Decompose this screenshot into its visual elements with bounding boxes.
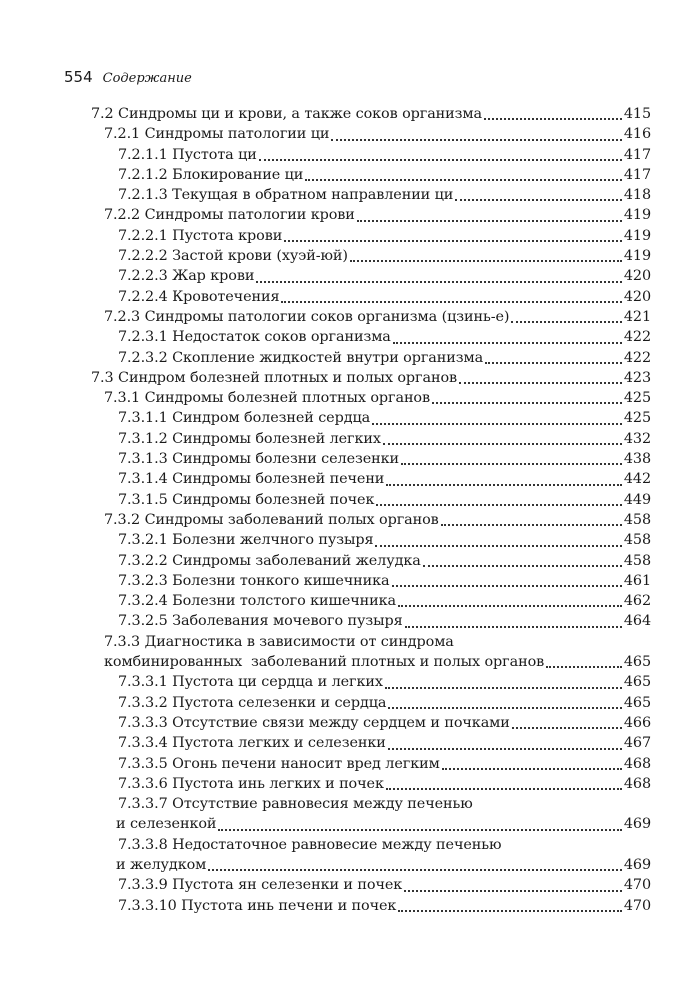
toc-entry-page: 470: [623, 897, 651, 914]
dot-leader: [401, 457, 622, 465]
toc-entry: [0, 287, 683, 307]
dot-leader: [372, 417, 622, 425]
toc-entry-title: 7.2.3 Синдромы патологии соков организма (цзинь-е): [104, 308, 510, 325]
toc-entry-page: 469: [623, 816, 651, 833]
toc-entry: [0, 246, 683, 266]
dot-leader: [511, 315, 621, 323]
dot-leader: [376, 498, 621, 506]
toc-entry-title: 7.2.2 Синдромы патологии крови: [104, 207, 355, 224]
toc-entry-title: 7.3.3.7 Отсутствие равновесия между печенью: [118, 796, 473, 813]
dot-leader: [388, 742, 622, 750]
dot-leader: [331, 133, 621, 141]
dot-leader: [383, 437, 622, 445]
dot-leader: [386, 782, 622, 790]
toc-entry-page: 466: [623, 714, 651, 731]
toc-entry: [0, 348, 683, 368]
running-head: [64, 68, 192, 86]
toc-entry-page: 425: [623, 390, 651, 407]
toc-entry: [0, 145, 683, 165]
dot-leader: [392, 579, 622, 587]
dot-leader: [393, 336, 622, 344]
toc-entry-page: 458: [623, 532, 651, 549]
toc-entry-title-continued: и желудком: [116, 856, 207, 873]
dot-leader: [398, 904, 622, 912]
toc-entry: [0, 327, 683, 347]
toc-entry: [0, 104, 683, 124]
toc-entry-page: 469: [623, 856, 651, 873]
toc-entry: [0, 896, 683, 916]
toc-entry: [0, 266, 683, 286]
toc-entry-page: 458: [623, 511, 651, 528]
dot-leader: [546, 660, 622, 668]
toc-entry-page: 465: [623, 654, 651, 671]
toc-entry: [0, 875, 683, 895]
toc-entry-title: 7.2 Синдромы ци и крови, а также соков организма: [91, 106, 482, 122]
toc-entry-page: 419: [623, 248, 651, 265]
toc-entry: [0, 469, 683, 489]
toc-entry-page: 415: [623, 106, 651, 122]
toc-entry-page: 438: [623, 451, 651, 468]
toc-entry-title: 7.3.3.10 Пустота инь печени и почек: [118, 897, 397, 914]
toc-entry: [0, 226, 683, 246]
toc-entry: [0, 632, 683, 673]
toc-entry-page: 467: [623, 735, 651, 752]
page-number: 554: [64, 68, 93, 86]
dot-leader: [350, 254, 622, 262]
toc-entry-page: 417: [623, 166, 651, 183]
toc-entry-title: 7.2.3.1 Недостаток соков организма: [118, 329, 391, 346]
dot-leader: [404, 884, 622, 892]
section-title: Содержание: [102, 71, 192, 86]
toc-entry-title: 7.3.3.8 Недостаточное равновесие между печенью: [118, 836, 502, 853]
toc-entry-page: 420: [623, 288, 651, 305]
toc-entry-title: 7.3.3.1 Пустота ци сердца и легких: [118, 674, 383, 691]
toc-entry-title: 7.3.2.2 Синдромы заболеваний желудка: [118, 552, 421, 569]
toc-entry-title: 7.3.3.5 Огонь печени наносит вред легким: [118, 755, 440, 772]
toc-entry-title: 7.2.1.2 Блокирование ци: [118, 166, 304, 183]
toc-entry-title: 7.2.2.2 Застой крови (хуэй-юй): [118, 248, 348, 265]
toc-entry-page: 462: [623, 593, 651, 610]
toc-entry: [0, 530, 683, 550]
dot-leader: [388, 701, 621, 709]
toc-entry: [0, 165, 683, 185]
toc-entry-title: 7.3.2.5 Заболевания мочевого пузыря: [118, 613, 403, 630]
toc-entry-title: 7.3.2.4 Болезни толстого кишечника: [118, 593, 397, 610]
toc-entry: [0, 124, 683, 144]
toc-entry-title: 7.3 Синдром болезней плотных и полых органов: [91, 369, 458, 386]
toc-entry-page: 432: [623, 430, 651, 447]
toc-entry-page: 470: [623, 877, 651, 894]
toc-entry: [0, 449, 683, 469]
dot-leader: [208, 863, 622, 871]
toc-entry: [0, 429, 683, 449]
toc-entry: [0, 307, 683, 327]
toc-entry-title: 7.2.1.1 Пустота ци: [118, 146, 257, 163]
toc-entry: [0, 388, 683, 408]
toc-entry-page: 418: [623, 187, 651, 204]
toc-entry: [0, 205, 683, 225]
dot-leader: [385, 681, 622, 689]
toc-entry-title: 7.3.3.4 Пустота легких и селезенки: [118, 735, 386, 752]
toc-entry-page: 465: [623, 674, 651, 691]
toc-entry-title: 7.2.1 Синдромы патологии ци: [104, 126, 330, 143]
toc-entry: [0, 713, 683, 733]
toc-entry-page: 464: [623, 613, 651, 630]
toc-entry: [0, 368, 683, 388]
toc-entry-title: 7.3.1.2 Синдромы болезней легких: [118, 430, 381, 447]
table-of-contents: [0, 104, 683, 916]
toc-entry-title: 7.3.3.6 Пустота инь легких и почек: [118, 775, 384, 792]
toc-entry-page: 419: [623, 207, 651, 224]
toc-entry-page: 422: [623, 329, 651, 346]
toc-entry-title: 7.3.2.3 Болезни тонкого кишечника: [118, 572, 390, 589]
toc-entry-page: 417: [623, 146, 651, 163]
toc-entry-page: 442: [623, 471, 651, 488]
toc-entry: [0, 490, 683, 510]
dot-leader: [485, 356, 622, 364]
toc-entry-title: 7.3.2.1 Болезни желчного пузыря: [118, 532, 374, 549]
dot-leader: [386, 478, 622, 486]
toc-entry-title-continued: комбинированных заболеваний плотных и полых органов: [104, 654, 545, 671]
toc-entry: [0, 835, 683, 876]
toc-entry-page: 421: [623, 308, 651, 325]
dot-leader: [442, 762, 622, 770]
dot-leader: [484, 112, 622, 120]
toc-entry: [0, 591, 683, 611]
toc-entry: [0, 774, 683, 794]
dot-leader: [512, 721, 622, 729]
toc-entry-title: 7.3.1.3 Синдромы болезни селезенки: [118, 451, 400, 468]
dot-leader: [218, 823, 621, 831]
toc-entry: [0, 794, 683, 835]
dot-leader: [281, 295, 621, 303]
toc-entry-page: 425: [623, 410, 651, 427]
toc-entry-page: 468: [623, 755, 651, 772]
dot-leader: [256, 275, 622, 283]
toc-entry-title: 7.2.2.4 Кровотечения: [118, 288, 280, 305]
dot-leader: [455, 193, 622, 201]
toc-entry-page: 461: [623, 572, 651, 589]
toc-entry-page: 423: [623, 369, 651, 386]
dot-leader: [284, 234, 622, 242]
toc-entry-title: 7.2.2.3 Жар крови: [118, 268, 255, 285]
dot-leader: [305, 173, 622, 181]
toc-entry: [0, 611, 683, 631]
toc-entry: [0, 408, 683, 428]
toc-entry: [0, 185, 683, 205]
toc-entry-page: 416: [623, 126, 651, 143]
toc-entry: [0, 733, 683, 753]
toc-entry-title: 7.2.1.3 Текущая в обратном направлении ци: [118, 187, 454, 204]
toc-entry-page: 420: [623, 268, 651, 285]
toc-entry: [0, 693, 683, 713]
dot-leader: [441, 518, 622, 526]
toc-entry-page: 422: [623, 349, 651, 366]
toc-entry-page: 458: [623, 552, 651, 569]
toc-entry-title-continued: и селезенкой: [116, 816, 217, 833]
toc-entry-title: 7.3.1.5 Синдромы болезней почек: [118, 491, 375, 508]
toc-entry-title: 7.3.1 Синдромы болезней плотных органов: [104, 390, 430, 407]
toc-entry: [0, 510, 683, 530]
dot-leader: [405, 620, 622, 628]
toc-entry-page: 468: [623, 775, 651, 792]
toc-entry-title: 7.3.1.1 Синдром болезней сердца: [118, 410, 371, 427]
toc-entry: [0, 571, 683, 591]
toc-entry-title: 7.2.2.1 Пустота крови: [118, 227, 283, 244]
toc-entry-page: 449: [623, 491, 651, 508]
toc-entry-title: 7.3.1.4 Синдромы болезней печени: [118, 471, 385, 488]
toc-entry-title: 7.3.3.2 Пустота селезенки и сердца: [118, 694, 387, 711]
dot-leader: [423, 559, 622, 567]
dot-leader: [398, 599, 622, 607]
toc-entry: [0, 672, 683, 692]
toc-entry: [0, 551, 683, 571]
toc-entry-page: 419: [623, 227, 651, 244]
dot-leader: [357, 214, 622, 222]
toc-entry-title: 7.3.2 Синдромы заболеваний полых органов: [104, 511, 439, 528]
toc-entry-title: 7.3.3.3 Отсутствие связи между сердцем и почками: [118, 714, 510, 731]
dot-leader: [259, 153, 622, 161]
toc-entry-title: 7.3.3 Диагностика в зависимости от синдрома: [104, 633, 454, 650]
toc-entry: [0, 754, 683, 774]
dot-leader: [375, 539, 621, 547]
toc-entry-title: 7.2.3.2 Скопление жидкостей внутри организма: [118, 349, 484, 366]
toc-entry-page: 465: [623, 694, 651, 711]
toc-entry-title: 7.3.3.9 Пустота ян селезенки и почек: [118, 877, 403, 894]
dot-leader: [432, 396, 622, 404]
dot-leader: [459, 376, 622, 384]
